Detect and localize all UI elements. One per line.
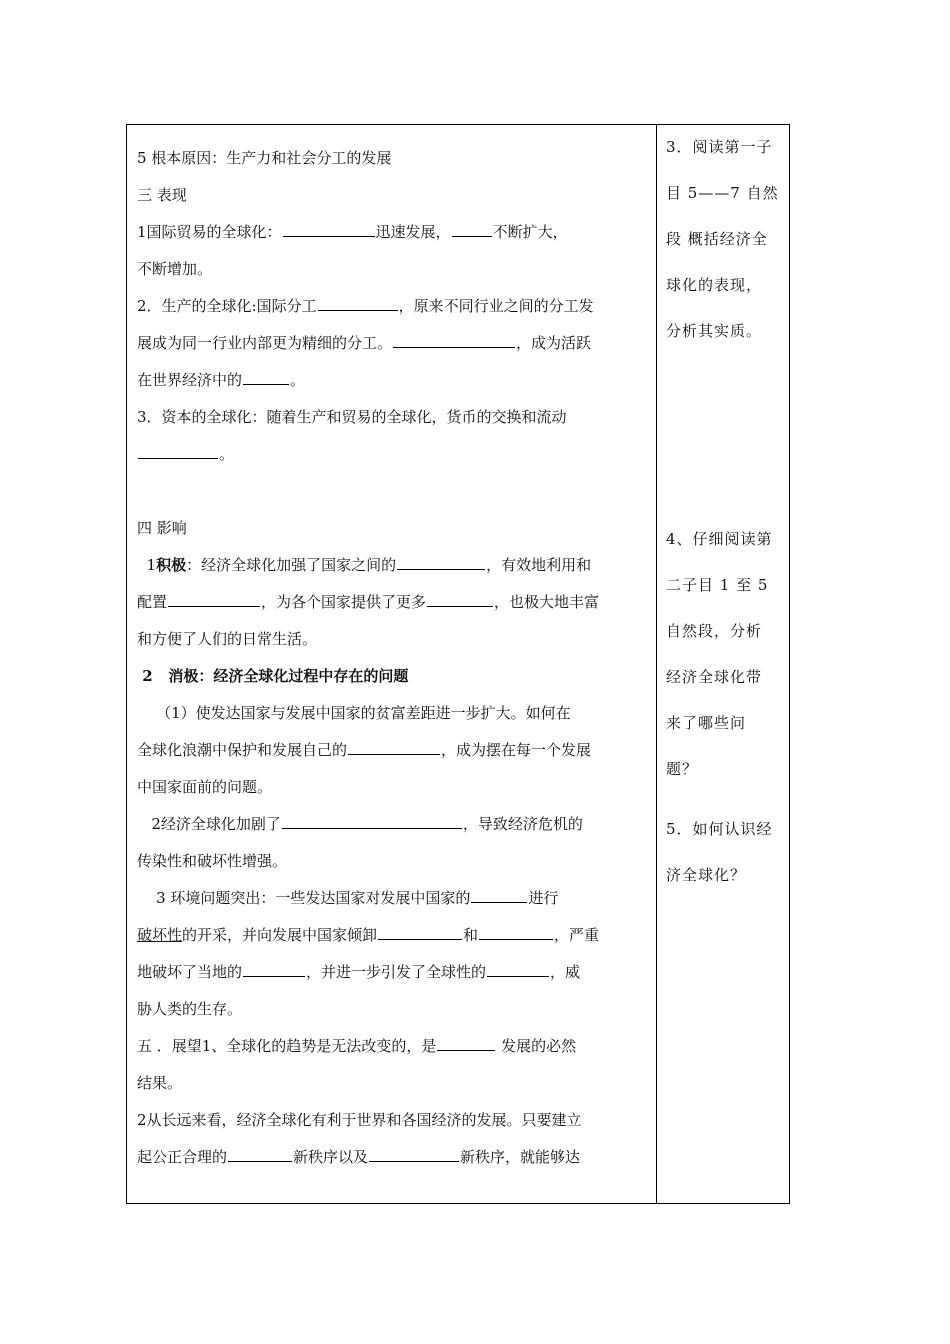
bold-label: 消极：经济全球化过程中存在的问题 [168, 667, 409, 685]
line-text: ，导致经济危机的 [462, 815, 583, 833]
line-text: 2．生产的全球化:国际分工 [137, 297, 317, 315]
line-text: 和方便了人们的日常生活。 [137, 630, 318, 648]
fill-blank[interactable] [138, 457, 218, 459]
line-text: 结果。 [137, 1074, 183, 1092]
spacer [137, 473, 652, 510]
text-line [137, 732, 652, 769]
text-line [137, 880, 652, 917]
line-text: 迅速发展， [375, 223, 451, 241]
text-line [137, 547, 652, 584]
line-text: ，严重 [554, 926, 600, 944]
fill-blank[interactable] [283, 235, 375, 237]
side-text: 分析其实质。 [666, 322, 763, 340]
line-text: ，成为摆在每一个发展 [441, 741, 592, 759]
line-text: 展成为同一行业内部更为精细的分工。 [137, 334, 393, 352]
line-text: 中国家面前的问题。 [137, 778, 273, 796]
side-text: 二子目 1 至 5 [666, 576, 769, 594]
side-text: 目 5——7 自然 [666, 184, 779, 202]
text-line [137, 362, 652, 399]
fill-blank[interactable] [479, 938, 553, 940]
line-text: 五 ．展望1、全球化的趋势是无法改变的，是 [137, 1037, 437, 1055]
line-text: 四 影响 [137, 519, 187, 537]
fill-blank[interactable] [168, 605, 260, 607]
fill-blank[interactable] [282, 827, 462, 829]
side-text: 来了哪些问 [666, 714, 747, 732]
line-text: 起公正合理的 [137, 1148, 228, 1166]
text-line [137, 399, 652, 436]
text-line [137, 695, 652, 732]
line-text: ，为各个国家提供了更多 [261, 593, 427, 611]
side-question-5 [666, 806, 773, 898]
text-line [137, 658, 652, 695]
side-text: 4、仔细阅读第 [666, 530, 773, 548]
side-text: 段 概括经济全 [666, 230, 768, 248]
side-text: 题？ [666, 760, 699, 778]
line-text: 发展的必然 [496, 1037, 577, 1055]
line-text: 5 根本原因：生产力和社会分工的发展 [137, 149, 392, 167]
section-heading [137, 1028, 652, 1065]
line-text: 传染性和破坏性增强。 [137, 852, 288, 870]
side-text: 球化的表现， [666, 276, 763, 294]
fill-blank[interactable] [228, 1160, 292, 1162]
line-text: 1国际贸易的全球化： [137, 223, 282, 241]
line-text: 3 环境问题突出：一些发达国家对发展中国家的 [156, 889, 471, 907]
line-text: ：经济全球化加强了国家之间的 [186, 556, 397, 574]
line-text: 和 [463, 926, 479, 944]
text-line [137, 806, 652, 843]
fill-blank[interactable] [378, 938, 462, 940]
text-line [137, 214, 652, 251]
line-text: ，并进一步引发了全球性的 [306, 963, 487, 981]
side-text: 5．如何认识经 [666, 820, 773, 838]
line-text: 3．资本的全球化：随着生产和贸易的全球化，货币的交换和流动 [137, 408, 567, 426]
text-line [137, 1139, 652, 1176]
fill-blank[interactable] [393, 346, 515, 348]
text-line [137, 1102, 652, 1139]
line-text: ，原来不同行业之间的分工发 [398, 297, 594, 315]
fill-blank[interactable] [369, 1160, 459, 1162]
line-text: 配置 [137, 593, 168, 611]
line-text: 的开采，并向发展中国家倾卸 [182, 926, 378, 944]
line-text: 不断扩大， [492, 223, 568, 241]
line-text: 新秩序，就能够达 [460, 1148, 581, 1166]
fill-blank[interactable] [437, 1049, 495, 1051]
bold-label: 积极 [156, 556, 187, 574]
section-heading [137, 510, 652, 547]
line-text: 进行 [528, 889, 559, 907]
line-text: ，有效地利用和 [486, 556, 592, 574]
text-line [137, 251, 652, 288]
text-line [137, 917, 652, 954]
line-text: ，威 [550, 963, 581, 981]
line-text: 新秩序以及 [293, 1148, 369, 1166]
text-line [137, 1065, 652, 1102]
fill-blank[interactable] [318, 309, 398, 311]
fill-blank[interactable] [471, 901, 527, 903]
fill-blank[interactable] [243, 975, 305, 977]
side-text: 3．阅读第一子 [666, 138, 773, 156]
text-line [137, 584, 652, 621]
text-line [137, 288, 652, 325]
line-text: 三 表现 [137, 186, 187, 204]
main-column [137, 140, 652, 1176]
section-heading [137, 177, 652, 214]
line-text: 在世界经济中的 [137, 371, 243, 389]
text-line [137, 436, 652, 473]
side-question-3 [666, 124, 779, 354]
fill-blank[interactable] [243, 383, 289, 385]
line-text: 。 [290, 371, 306, 389]
side-text: 济全球化？ [666, 866, 747, 884]
fill-blank[interactable] [487, 975, 549, 977]
line-text: 1 [146, 556, 157, 574]
text-line [137, 991, 652, 1028]
line-text: 全球化浪潮中保护和发展自己的 [137, 741, 348, 759]
text-line [137, 769, 652, 806]
side-text: 经济全球化带 [666, 668, 763, 686]
line-text: 。 [219, 445, 235, 463]
underlined-term: 破坏性 [137, 926, 183, 944]
line-text: 2从长远来看，经济全球化有利于世界和各国经济的发展。只要建立 [137, 1111, 582, 1129]
side-text: 自然段，分析 [666, 622, 763, 640]
text-line [137, 954, 652, 991]
line-text: ，也极大地丰富 [494, 593, 600, 611]
text-line [137, 140, 652, 177]
text-line [137, 621, 652, 658]
side-question-4 [666, 516, 773, 792]
line-text: 不断增加。 [137, 260, 213, 278]
fill-blank[interactable] [348, 753, 440, 755]
fill-blank[interactable] [397, 568, 485, 570]
line-text: 地破坏了当地的 [137, 963, 243, 981]
line-text: （1）使发达国家与发展中国家的贫富差距进一步扩大。如何在 [156, 704, 571, 722]
line-text: ，成为活跃 [516, 334, 592, 352]
line-text: 胁人类的生存。 [137, 1000, 243, 1018]
text-line [137, 843, 652, 880]
fill-blank[interactable] [452, 235, 492, 237]
line-text: 2经济全球化加剧了 [151, 815, 281, 833]
fill-blank[interactable] [427, 605, 493, 607]
text-line [137, 325, 652, 362]
column-divider [656, 124, 657, 1204]
line-text: 2 [142, 667, 153, 685]
